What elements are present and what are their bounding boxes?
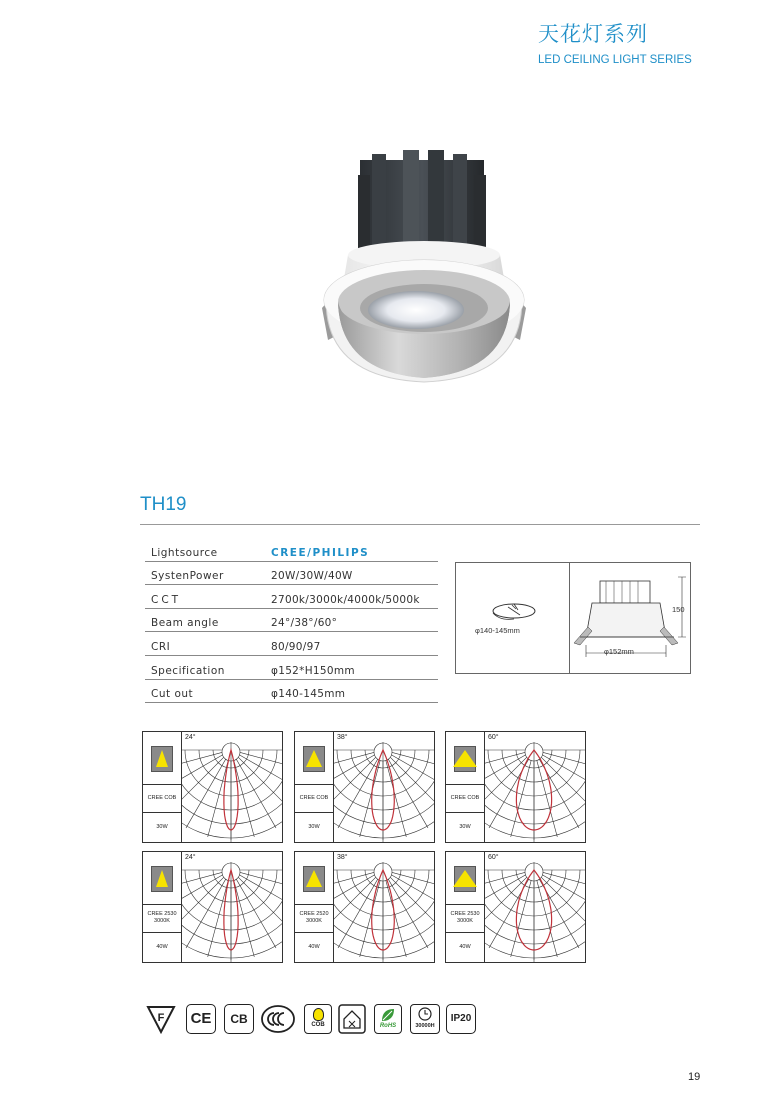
spec-row-lightsource [145,538,438,562]
spec-row-beam-angle [145,609,438,633]
chip-label: CREE 2530 [450,911,480,917]
beam-angle-label: 24° [185,854,196,861]
spec-value: φ152*H150mm [271,664,355,677]
spec-value: 2700k/3000k/4000k/5000k [271,593,420,606]
polar-legend [446,732,485,842]
spec-value: 20W/30W/40W [271,570,353,583]
cutout-hole-icon [486,601,542,625]
beam-angle-label: 24° [185,734,196,741]
polar-diagram [142,731,283,843]
led-chip-icon [303,866,325,892]
cob-label: COB [311,1022,325,1028]
spec-value: φ140-145mm [271,688,346,701]
ce-icon: CE [186,1004,216,1034]
led-chip-icon [454,746,476,772]
polar-grid [333,732,434,842]
beam-angle-label: 38° [337,734,348,741]
spec-label: Cut out [151,688,194,701]
fixture-side-view [570,563,690,673]
led-chip-icon [454,866,476,892]
spec-row-cut-out [145,680,438,704]
indoor-house-icon [338,1004,366,1034]
polar-diagram [142,851,283,963]
page-number: 19 [688,1071,701,1083]
power-label: 30W [308,824,320,830]
chip-cct-label: 3000K [457,918,473,924]
power-label: 30W [459,824,471,830]
spec-row-specification [145,656,438,680]
spec-row-power [145,562,438,586]
ccc-icon [260,1004,296,1034]
led-chip-icon [151,866,173,892]
chip-cct-label: 3000K [306,918,322,924]
f-mark-icon [146,1004,176,1034]
product-image [300,140,550,410]
power-label: 40W [308,944,320,950]
leaf-icon [380,1007,396,1023]
lifetime-icon [410,1004,440,1034]
power-label: 40W [459,944,471,950]
led-chip-icon [151,746,173,772]
rohs-label: RoHS [379,1023,397,1029]
beam-angle-label: 60° [488,734,499,741]
beam-angle-label: 38° [337,854,348,861]
polar-diagram [445,851,586,963]
beam-angle-label: 60° [488,854,499,861]
polar-diagram [294,731,435,843]
ip20-icon: IP20 [446,1004,476,1034]
polar-diagram [294,851,435,963]
polar-legend [295,732,334,842]
chip-cct-label: 3000K [154,918,170,924]
series-title-en: LED CEILING LIGHT SERIES [538,54,692,66]
lifetime-label: 30000H [415,1023,435,1029]
power-label: 30W [156,824,168,830]
spec-label: SystenPower [151,570,224,583]
polar-legend [143,852,182,962]
spec-row-cct [145,585,438,609]
polar-grid [333,852,434,962]
spec-value: CREE/PHILIPS [271,546,370,559]
polar-grid [181,852,282,962]
polar-grid [484,732,585,842]
led-chip-icon [303,746,325,772]
cb-icon: CB [224,1004,254,1034]
product-model: TH19 [140,494,187,515]
spec-label: Lightsource [151,546,218,559]
spec-label: CRI [151,640,171,653]
power-label: 40W [156,944,168,950]
title-divider [140,524,700,525]
chip-label: CREE 2520 [299,911,329,917]
rohs-icon [374,1004,402,1034]
svg-text:F: F [157,1012,165,1024]
spec-row-cri [145,632,438,656]
polar-legend [446,852,485,962]
polar-grid [181,732,282,842]
dimension-drawing [455,562,691,674]
chip-label: CREE COB [299,795,329,801]
series-title-cn: 天花灯系列 [538,22,648,46]
chip-label: CREE COB [450,795,480,801]
spec-value: 80/90/97 [271,640,321,653]
cob-icon [304,1004,332,1034]
chip-label: CREE 2530 [147,911,177,917]
polar-legend [295,852,334,962]
diameter-label: φ152mm [604,647,634,656]
spec-value: 24°/38°/60° [271,617,338,630]
polar-grid [484,852,585,962]
chip-label: CREE COB [147,795,177,801]
spec-label: Specification [151,664,225,677]
polar-diagram [445,731,586,843]
spec-table [145,538,438,703]
spec-label: Beam angle [151,617,219,630]
spec-label: CCT [151,593,182,606]
clock-icon [418,1007,432,1021]
cutout-label: φ140-145mm [475,626,520,635]
height-label: 150 [672,605,685,614]
polar-legend [143,732,182,842]
